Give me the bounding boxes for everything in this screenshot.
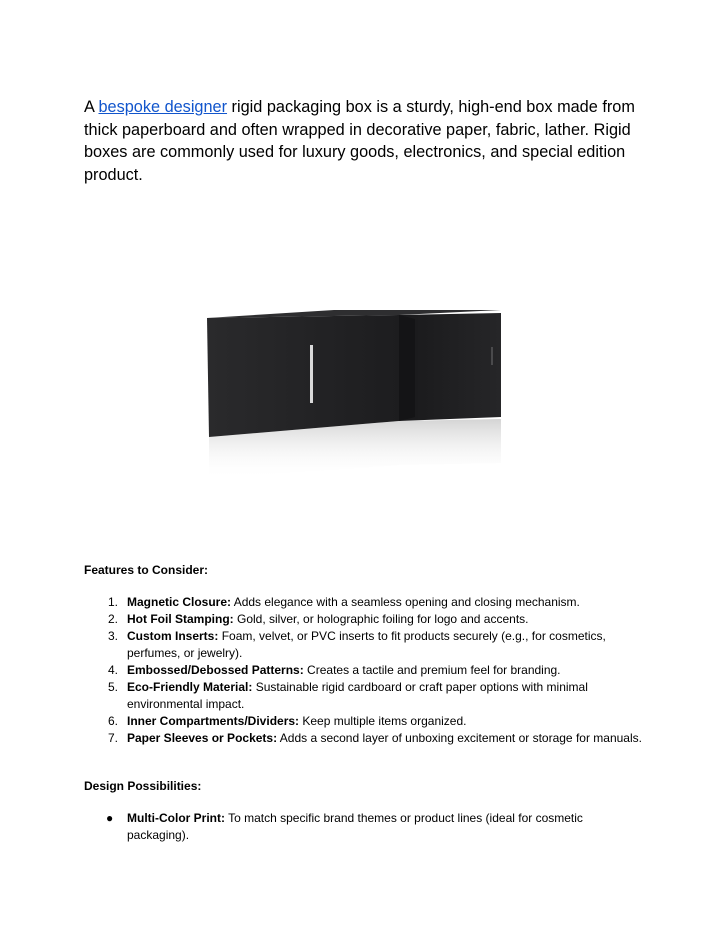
design-list: [84, 810, 644, 844]
product-image: [179, 197, 536, 541]
item-text: Foam, velvet, or PVC inserts to fit products securely (e.g., for cosmetics, perfumes, or jewelry).: [127, 629, 606, 660]
tray-logo-mark: [491, 347, 493, 365]
item-text: To match specific brand themes or product lines (ideal for cosmetic packaging).: [127, 811, 583, 842]
list-item: [84, 662, 644, 679]
list-item: [84, 628, 644, 662]
item-title: Custom Inserts:: [127, 629, 219, 643]
list-item: [84, 611, 644, 628]
list-item: [84, 730, 644, 747]
list-item: [84, 713, 644, 730]
rigid-box-illustration: [179, 197, 536, 541]
item-title: Embossed/Debossed Patterns:: [127, 663, 304, 677]
features-list: [84, 594, 644, 747]
item-title: Eco-Friendly Material:: [127, 680, 253, 694]
list-number: 2.: [107, 612, 118, 626]
list-number: 1.: [107, 595, 118, 609]
list-number: 5.: [107, 680, 118, 694]
bespoke-designer-link[interactable]: bespoke designer: [98, 98, 228, 116]
item-text: Adds a second layer of unboxing excitement or storage for manuals.: [277, 731, 642, 745]
bullet-icon: ●: [106, 811, 114, 825]
item-title: Paper Sleeves or Pockets:: [127, 731, 278, 745]
foil-stripe: [310, 345, 313, 403]
item-text: Sustainable rigid cardboard or craft paper options with minimal environmental impact.: [127, 680, 588, 711]
list-item: [84, 679, 644, 713]
list-number: 6.: [107, 714, 118, 728]
item-text: Adds elegance with a seamless opening and closing mechanism.: [231, 595, 580, 609]
sleeve-front: [207, 315, 399, 437]
list-number: 4.: [107, 663, 118, 677]
item-text: Creates a tactile and premium feel for branding.: [303, 663, 561, 677]
tray-edge: [399, 315, 415, 421]
list-number: 3.: [107, 629, 118, 643]
intro-prefix: A: [84, 98, 99, 116]
features-heading: Features to Consider:: [84, 563, 209, 577]
item-title: Multi-Color Print:: [127, 811, 225, 825]
list-number: 7.: [107, 731, 118, 745]
item-text: Keep multiple items organized.: [299, 714, 467, 728]
intro-paragraph: [84, 96, 644, 186]
intro-suffix: rigid packaging box is a sturdy, high-end box made from thick paperboard and often wrapped in decorative paper, fabric, lather. Rigid boxes are commonly used for luxury goods, electronics, and special edition product.: [84, 98, 635, 184]
item-title: Inner Compartments/Dividers:: [127, 714, 300, 728]
item-title: Magnetic Closure:: [127, 595, 232, 609]
item-title: Hot Foil Stamping:: [127, 612, 234, 626]
design-heading: Design Possibilities:: [84, 779, 202, 793]
list-item: [84, 810, 644, 844]
item-text: Gold, silver, or holographic foiling for logo and accents.: [233, 612, 529, 626]
list-item: [84, 594, 644, 611]
